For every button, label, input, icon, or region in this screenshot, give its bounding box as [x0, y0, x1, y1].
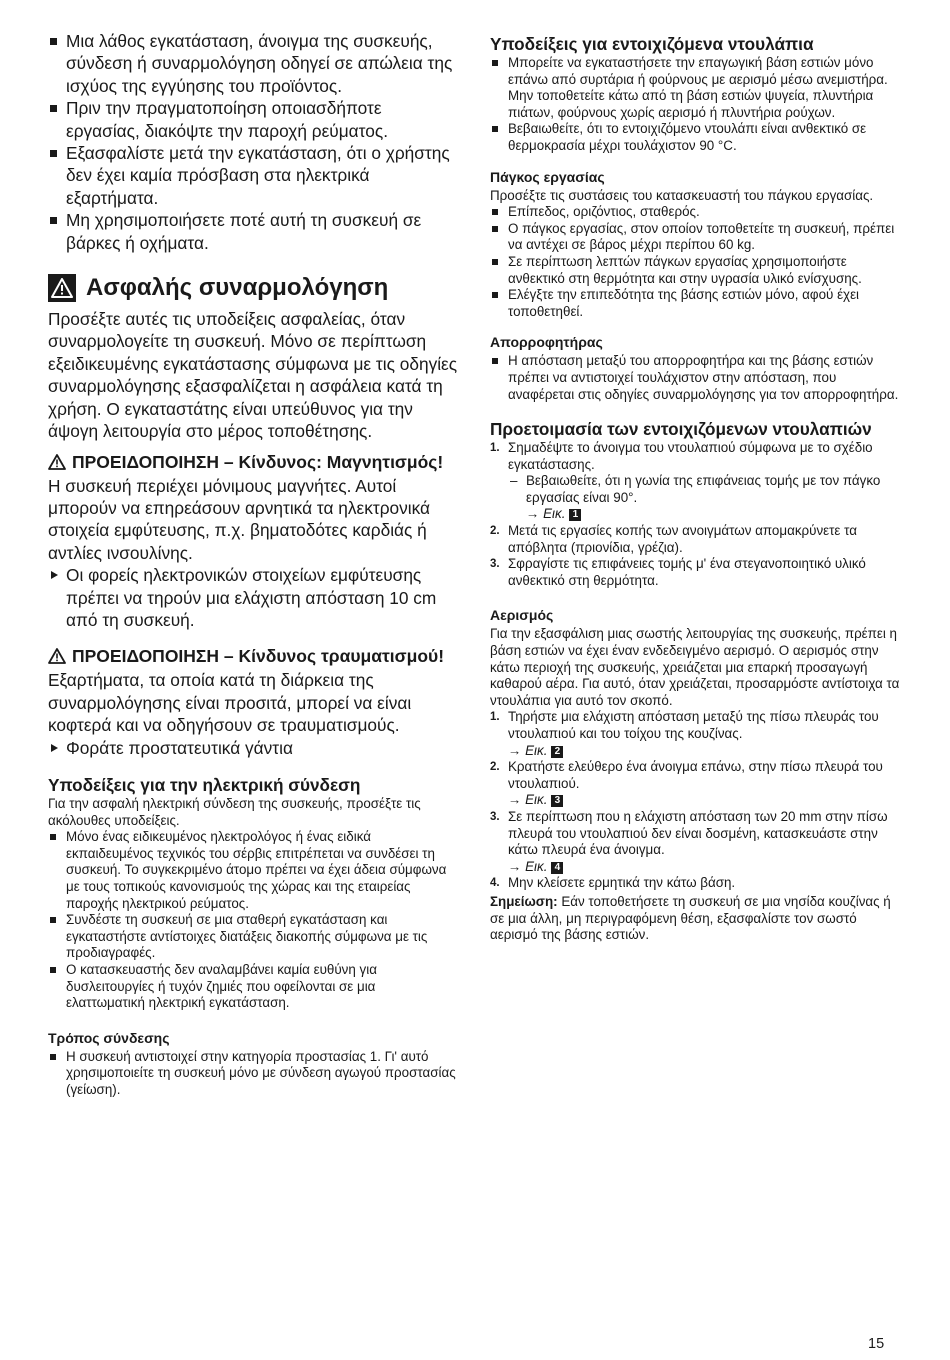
warning-title: ΠΡΟΕΙΔΟΠΟΙΗΣΗ – Κίνδυνος τραυματισμού! [72, 646, 445, 667]
list-item [490, 875, 900, 892]
step-text: Τηρήστε μια ελάχιστη απόσταση μεταξύ της πίσω πλευράς του ντουλαπιού και του τοίχου της κουζίνας. [508, 709, 879, 741]
list-item [490, 440, 900, 523]
electrical-intro: Για την ασφαλή ηλεκτρική σύνδεση της συσκευής, προσέξτε τις ακόλουθες υποδείξεις. [48, 795, 421, 828]
figure-reference [508, 792, 900, 809]
step-number: 3. [490, 810, 500, 823]
step-number: 4. [490, 877, 500, 890]
prep-steps [490, 440, 900, 589]
list-item [490, 523, 900, 556]
step-number: 1. [490, 442, 500, 455]
figure-number: 1 [569, 509, 581, 521]
list-item [490, 759, 900, 809]
page-number: 15 [868, 1336, 885, 1352]
ventilation-heading: Αερισμός [490, 607, 554, 624]
list-item: Σε περίπτωση λεπτών πάγκων εργασίας χρησιμοποιήστε ανθεκτικό στη θερμότητα και στην υγρασία υλικό ενίσχυσης. [490, 254, 900, 287]
list-item: Ελέγξτε την επιπεδότητα της βάσης εστιών μόνο, αφού έχει τοποθετηθεί. [490, 287, 900, 320]
step-text: Σφραγίστε τις επιφάνειες τομής μ' ένα στεγανοποιητικό υλικό ανθεκτικό στη θερμότητα. [508, 556, 866, 588]
list-item: Συνδέστε τη συσκευή σε μια σταθερή εγκατάσταση και εγκαταστήστε αντίστοιχες διατάξεις διακοπής σύμφωνα με τις προδιαγραφές. [48, 912, 458, 962]
hood-heading: Απορροφητήρας [490, 334, 603, 351]
connection-heading: Τρόπος σύνδεσης [48, 1029, 170, 1046]
electrical-heading: Υποδείξεις για την ηλεκτρική σύνδεση [48, 774, 361, 795]
safe-paragraph: Προσέξτε αυτές τις υποδείξεις ασφαλείας, όταν συναρμολογείτε τη συσκευή. Μόνο σε περίπτωση εξειδικευμένης εγκατάστασης σύμφωνα με τις οδηγίες συναρμολόγησης εξασφαλίζεται η ασφάλεια κατά τη χρήση. Ο εγκαταστάτης είναι υπεύθυνος για την άψογη λειτουργία στο μέρος τοποθέτησης. [48, 309, 458, 442]
figure-number: 4 [551, 862, 563, 874]
worktop-heading: Πάγκος εργασίας [490, 168, 605, 185]
worktop-intro: Προσέξτε τις συστάσεις του κατασκευαστή του πάγκου εργασίας. [490, 187, 874, 203]
warning-magnetism-heading [48, 451, 458, 475]
list-item: Επίπεδος, οριζόντιος, σταθερός. [490, 204, 900, 221]
figure-reference [508, 743, 900, 760]
figure-label: → Εικ. [526, 506, 566, 522]
list-item: Πριν την πραγματοποίηση οποιασδήποτε εργασίας, διακόψτε την παροχή ρεύματος. [48, 97, 458, 142]
step-number: 1. [490, 711, 500, 724]
prep-heading: Προετοιμασία των εντοιχιζόμενων ντουλαπιών [490, 419, 872, 440]
step-number: 2. [490, 761, 500, 774]
figure-label: → Εικ. [508, 792, 548, 808]
intro-bullets [48, 30, 458, 254]
figure-reference [508, 859, 900, 876]
builtin-bullets [490, 55, 900, 155]
warning-action: Φοράτε προστατευτικά γάντια [48, 737, 458, 759]
warning-text: Η συσκευή περιέχει μόνιμους μαγνήτες. Αυτοί μπορούν να επηρεάσουν αρνητικά τα ηλεκτρονικά στοιχεία εμφύτευσης, π.χ. βηματοδότες καρδιάς ή αντλίες ινσουλίνης. [48, 475, 431, 563]
note-text: Εάν τοποθετήσετε τη συσκευή σε μια νησίδα κουζίνας ή σε μια άλλη, μη περιγραφόμενη θέση, εξασφαλίστε τον σωστό αερισμό της βάσης εστιών. [490, 893, 891, 943]
note-label: Σημείωση: [490, 893, 558, 909]
left-column [48, 30, 458, 1098]
warning-text: Εξαρτήματα, τα οποία κατά τη διάρκεια της συναρμολόγησης είναι προσιτά, μπορεί να είναι κοφτερά και να οδηγήσουν σε τραυματισμούς. [48, 670, 412, 736]
ventilation-steps [490, 709, 900, 892]
list-item [490, 809, 900, 875]
list-item: Μη χρησιμοποιήσετε ποτέ αυτή τη συσκευή σε βάρκες ή οχήματα. [48, 209, 458, 254]
list-item [490, 709, 900, 759]
list-item: Ο κατασκευαστής δεν αναλαμβάνει καμία ευθύνη για δυσλειτουργίες ή τυχόν ζημιές που οφείλονται σε μια ελαττωματική ηλεκτρική εγκατάσταση. [48, 962, 458, 1012]
figure-label: → Εικ. [508, 858, 548, 874]
step-text: Μην κλείσετε ερμητικά την κάτω βάση. [508, 875, 736, 891]
hood-bullets [490, 353, 900, 403]
right-column [490, 30, 900, 944]
list-item: Η απόσταση μεταξύ του απορροφητήρα και της βάσης εστιών πρέπει να αντιστοιχεί τουλάχιστον στην απόσταση, που αναφέρεται στις οδηγίες συναρμολόγησης για τον απορροφητήρα. [490, 353, 900, 403]
warning-action: Οι φορείς ηλεκτρονικών στοιχείων εμφύτευσης πρέπει να τηρούν μια ελάχιστη απόσταση 10 cm από τη συσκευή. [48, 564, 458, 631]
connection-bullets [48, 1049, 458, 1099]
list-item: Βεβαιωθείτε, ότι το εντοιχιζόμενο ντουλάπι είναι ανθεκτικό σε θερμοκρασία μέχρι τουλάχιστον 90 °C. [490, 121, 900, 154]
warning-title: ΠΡΟΕΙΔΟΠΟΙΗΣΗ – Κίνδυνος: Μαγνητισμός! [72, 451, 444, 472]
step-text: Μετά τις εργασίες κοπής των ανοιγμάτων απομακρύνετε τα απόβλητα (πριονίδια, γρέζια). [508, 523, 857, 555]
worktop-bullets [490, 204, 900, 320]
list-item: Μπορείτε να εγκαταστήσετε την επαγωγική βάση εστιών μόνο επάνω από συρτάρια ή φούρνους με αερισμό μέσω ανεμιστήρα. Μην τοποθετείτε κάτω από τη βάση εστιών ψυγεία, πλυντήρια πιάτων, φούρνους χωρίς αερισμό ή πλυντήρια ρούχων. [490, 55, 900, 121]
warning-triangle-icon [48, 453, 66, 475]
electrical-bullets [48, 829, 458, 1012]
step-text: Σε περίπτωση που η ελάχιστη απόσταση των 20 mm στην πίσω πλευρά του ντουλαπιού δεν είναι δοσμένη, κατασκευάστε στην κάτω πλευρά ένα άνοιγμα. [508, 808, 888, 858]
figure-number: 2 [551, 746, 563, 758]
list-item [490, 556, 900, 589]
note [490, 894, 900, 944]
warning-injury-heading [48, 645, 458, 669]
list-item: Ο πάγκος εργασίας, στον οποίον τοποθετείτε τη συσκευή, πρέπει να αντέχει σε βάρος μέχρι περίπου 60 kg. [490, 221, 900, 254]
list-item: Μόνο ένας ειδικευμένος ηλεκτρολόγος ή ένας ειδικά εκπαιδευμένος τεχνικός του σέρβις επιτρέπεται να συνδέσει τη συσκευή. Το συγκεκριμένο άτομο πρέπει να έχει άδεια σύμφωνα με τους τοπικούς κανονισμούς της χώρας και της εταιρείας παροχής ηλεκτρικού ρεύματος. [48, 829, 458, 912]
figure-reference [508, 506, 900, 523]
list-item: Μια λάθος εγκατάσταση, άνοιγμα της συσκευής, σύνδεση ή συναρμολόγηση οδηγεί σε απώλεια της ισχύος της εγγύησης του προϊόντος. [48, 30, 458, 97]
step-number: 2. [490, 525, 500, 538]
list-item: Εξασφαλίστε μετά την εγκατάσταση, ότι ο χρήστης δεν έχει καμία πρόσβαση στα ηλεκτρικά εξαρτήματα. [48, 142, 458, 209]
figure-label: → Εικ. [508, 742, 548, 758]
step-text: Κρατήστε ελεύθερο ένα άνοιγμα επάνω, στην πίσω πλευρά του ντουλαπιού. [508, 759, 883, 791]
list-item: Η συσκευή αντιστοιχεί στην κατηγορία προστασίας 1. Γι' αυτό χρησιμοποιείτε τη συσκευή μόνο με σύνδεση αγωγού προστασίας (γείωση). [48, 1049, 458, 1099]
warning-icon [48, 274, 76, 302]
section-title: Ασφαλής συναρμολόγηση [86, 274, 389, 302]
builtin-heading: Υποδείξεις για εντοιχιζόμενα ντουλάπια [490, 34, 814, 54]
step-substep: – Βεβαιωθείτε, ότι η γωνία της επιφάνειας τομής με τον πάγκο εργασίας είναι 90°. [508, 473, 900, 506]
ventilation-intro: Για την εξασφάλιση μιας σωστής λειτουργίας της συσκευής, πρέπει η βάση εστιών να έχει έναν ενδεδειγμένο αερισμό. Ο αερισμός στην κάτω περιοχή της συσκευής, χρειάζεται μια επαρκή προσαγωγή καθαρού αέρα. Για αυτό, όταν χρειάζεται, προσαρμόστε αντίστοιχα τα ντουλάπια για αυτό τον σκοπό. [490, 626, 900, 708]
figure-number: 3 [551, 795, 563, 807]
safe-assembly-heading [48, 274, 458, 302]
warning-triangle-icon [48, 647, 66, 669]
step-number: 3. [490, 558, 500, 571]
step-text: Σημαδέψτε το άνοιγμα του ντουλαπιού σύμφωνα με το σχέδιο εγκατάστασης. [508, 440, 873, 472]
